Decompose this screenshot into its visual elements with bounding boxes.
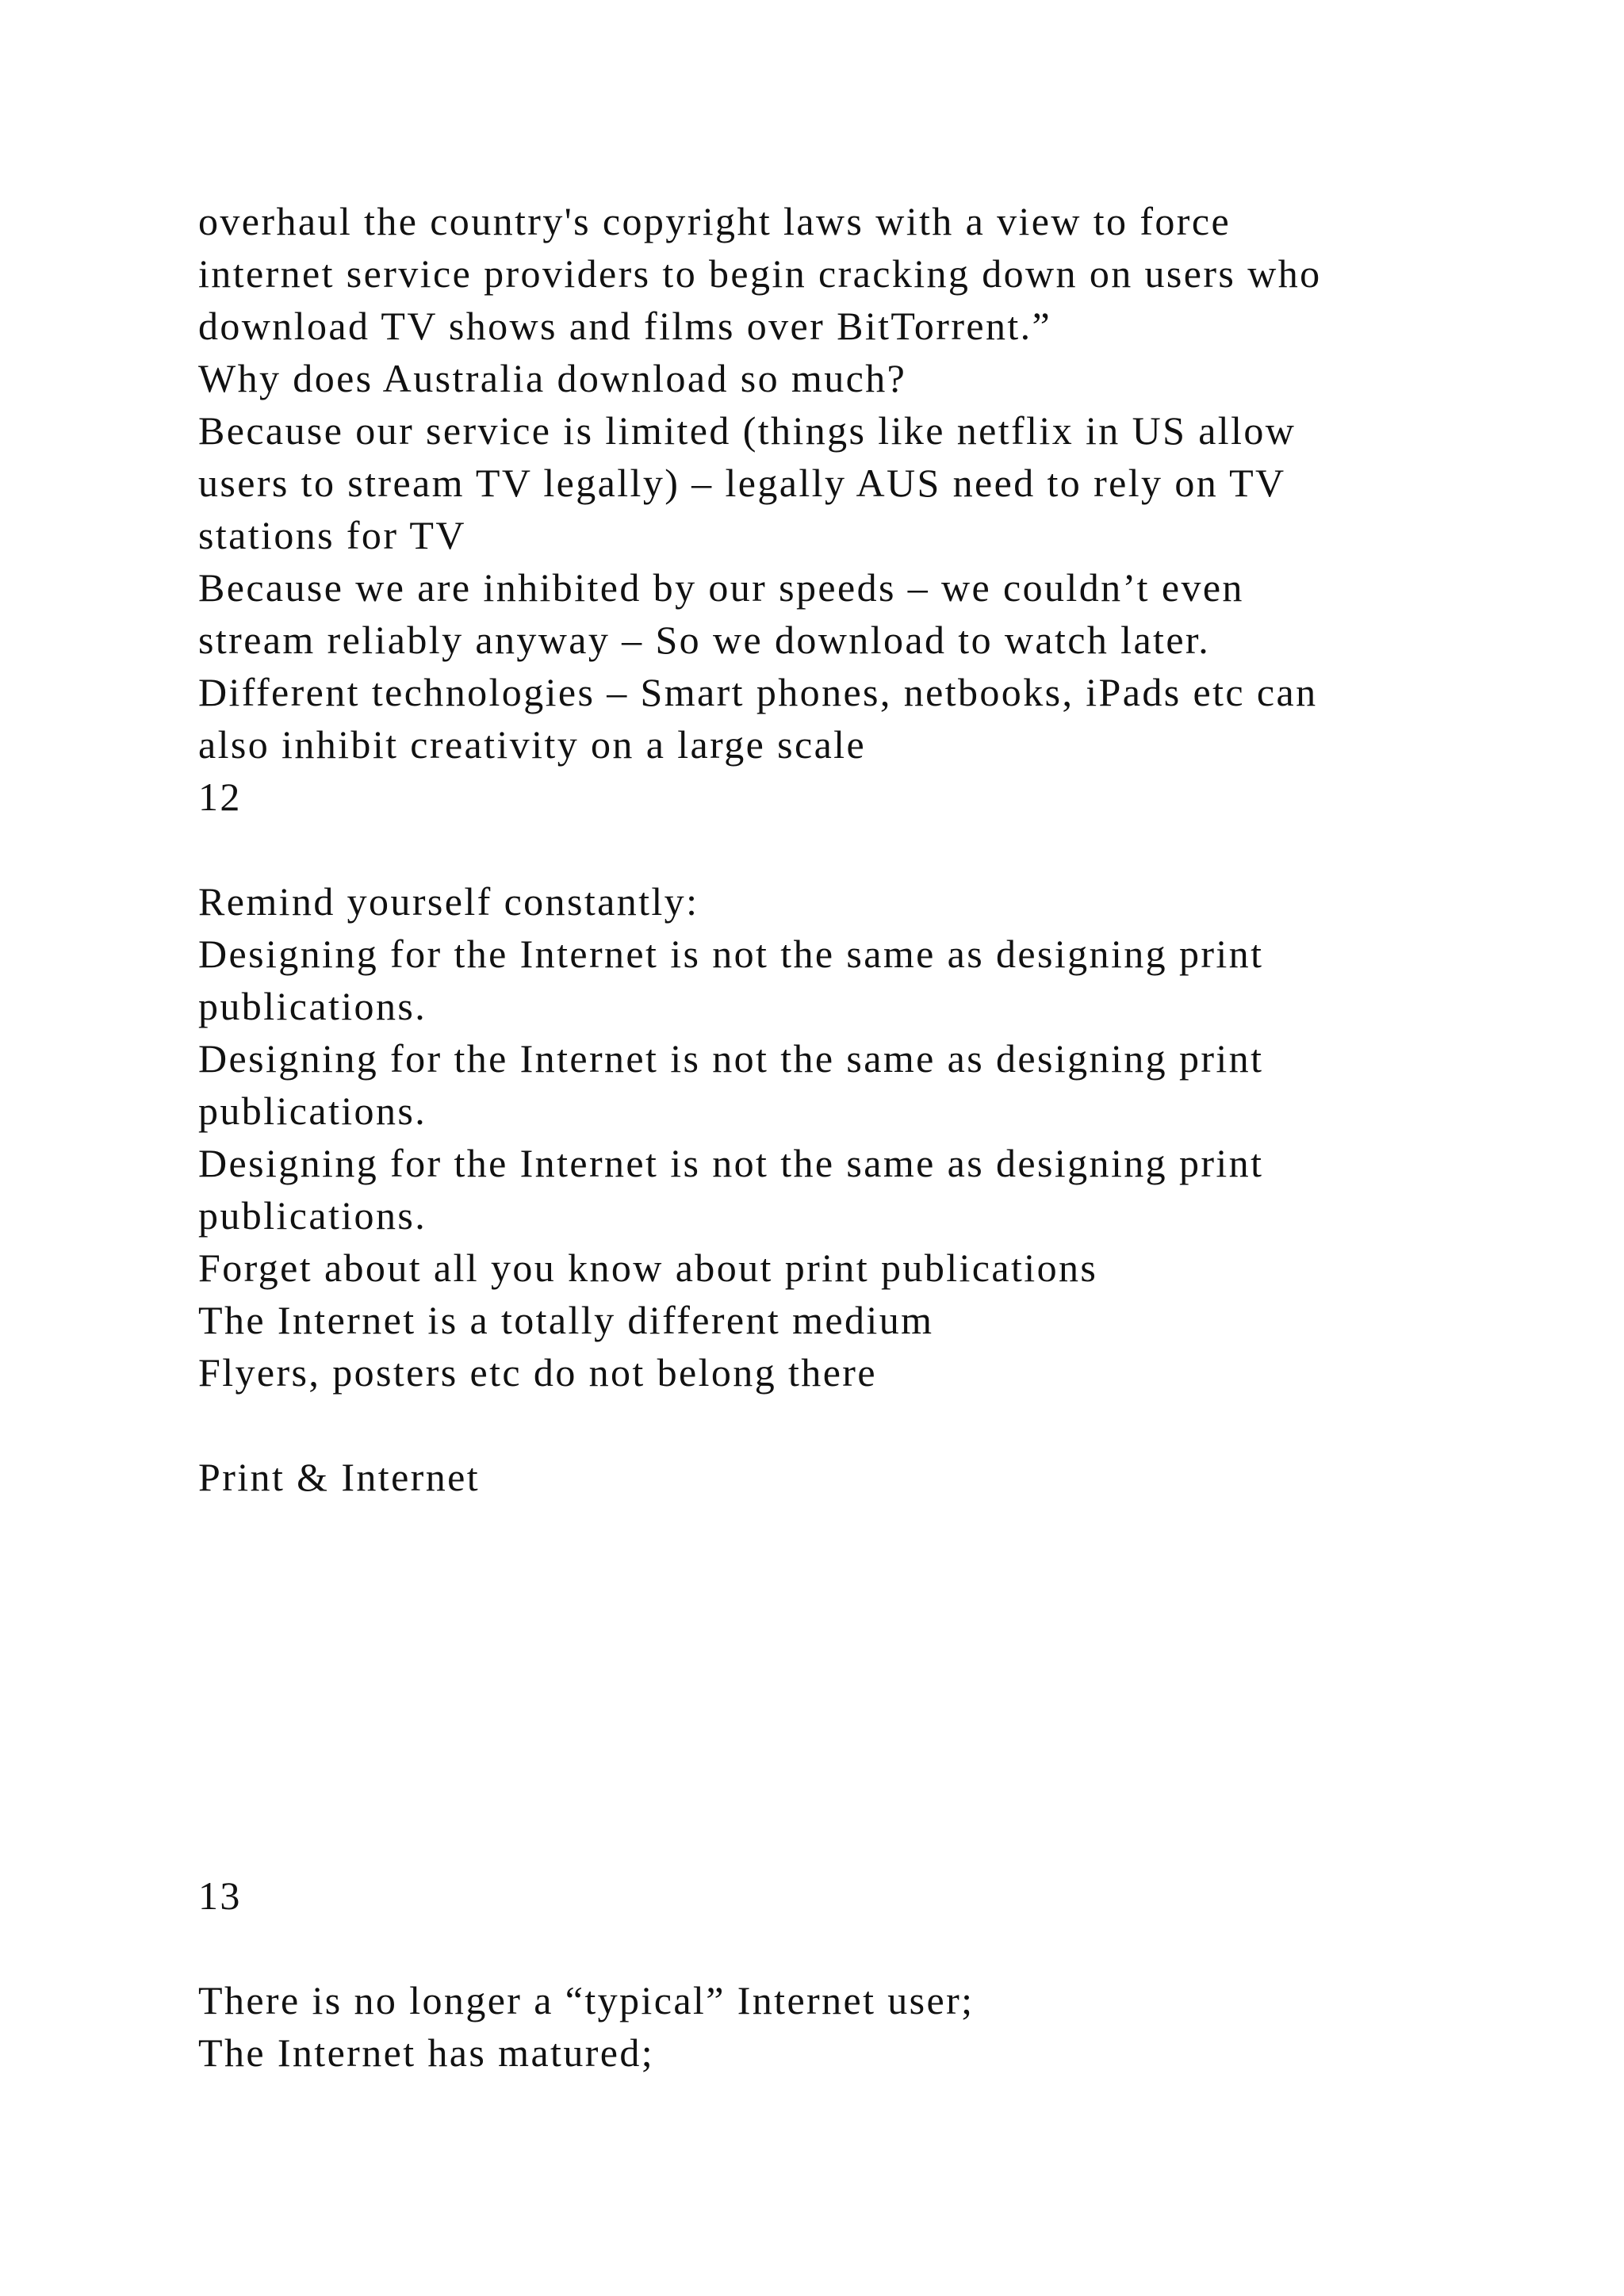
text-line: The Internet has matured; [198,2030,655,2075]
text-line: Flyers, posters etc do not belong there [198,1350,877,1395]
text-line: Because our service is limited (things like netflix in US allow [198,408,1297,453]
text-line: Forget about all you know about print publications [198,1246,1098,1290]
text-line: Designing for the Internet is not the same as designing print [198,932,1264,976]
document-text [198,195,1467,2079]
text-line: There is no longer a “typical” Internet user; [198,1978,975,2022]
blank-line [198,1399,1467,1451]
text-line: publications. [198,1193,427,1238]
text-line: stream reliably anyway – So we download to watch later. [198,618,1211,662]
text-line: Because we are inhibited by our speeds – we couldn’t even [198,565,1244,610]
text-line: download TV shows and films over BitTorrent.” [198,304,1052,348]
text-line: users to stream TV legally) – legally AUS need to rely on TV [198,461,1286,505]
text-line: Designing for the Internet is not the same as designing print [198,1141,1264,1185]
text-line: Different technologies – Smart phones, netbooks, iPads etc can [198,670,1318,714]
text-line: Remind yourself constantly: [198,879,699,924]
blank-line [198,1922,1467,1974]
text-line: The Internet is a totally different medium [198,1298,934,1342]
text-line: stations for TV [198,513,466,557]
text-line: Why does Australia download so much? [198,356,907,400]
page-number: 13 [198,1873,242,1918]
blank-line [198,823,1467,875]
text-line: also inhibit creativity on a large scale [198,722,867,767]
page-number: 12 [198,775,242,819]
text-line: overhaul the country's copyright laws with a view to force [198,199,1231,243]
text-line: Designing for the Internet is not the same as designing print [198,1036,1264,1081]
blank-space [198,1503,1467,1869]
text-line: internet service providers to begin cracking down on users who [198,251,1322,296]
text-line: publications. [198,984,427,1028]
text-line: publications. [198,1089,427,1133]
slide-title: Print & Internet [198,1455,481,1499]
